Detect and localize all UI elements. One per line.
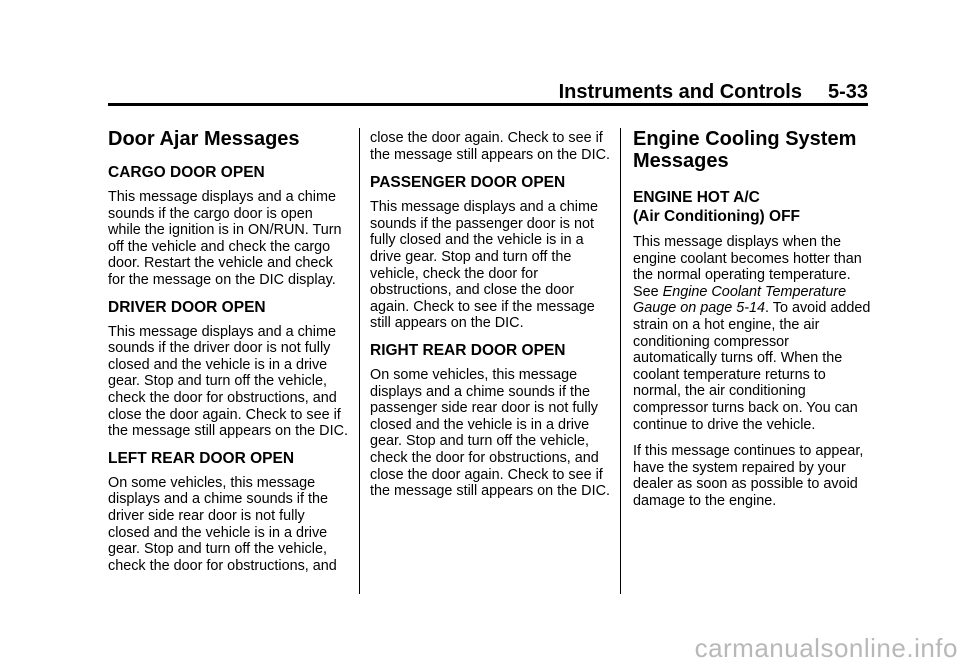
driver-door-text: This message displays and a chime sounds if the driver door is not fully closed and the vehicle is in a drive gear. Stop and turn off the vehicle, check the door for obstructions, and close the door again. Check to see if the message still appears on the DIC. [108, 323, 348, 440]
door-ajar-heading: Door Ajar Messages [108, 128, 300, 150]
header-section-title: Instruments and Controls [558, 81, 802, 103]
column-2 [370, 130, 610, 510]
engine-cooling-heading-line2: Messages [633, 150, 729, 172]
engine-hot-heading [633, 188, 873, 226]
passenger-door-heading: PASSENGER DOOR OPEN [370, 174, 566, 192]
driver-door-heading: DRIVER DOOR OPEN [108, 298, 266, 316]
page-header [108, 80, 868, 104]
watermark: carmanualsonline.info [694, 633, 958, 663]
engine-hot-text-before: This message displays when the engine coolant becomes hotter than the normal operating temperature. See [633, 234, 862, 300]
header-page-number: 5-33 [827, 81, 868, 103]
header-rule [108, 103, 868, 106]
left-rear-door-heading: LEFT REAR DOOR OPEN [108, 449, 295, 467]
engine-hot-text-after: . To avoid added strain on a hot engine, the air conditioning compressor automatically turns off. When the coolant temperature returns to normal, the air conditioning compressor turns back on. You can continue to drive the vehicle. [633, 300, 871, 433]
passenger-door-text: This message displays and a chime sounds if the passenger door is not fully closed and the vehicle is in a drive gear. Stop and turn off the vehicle, check the door for obstructions, and close the door again. Check to see if the message still appears on the DIC. [370, 199, 598, 332]
column-1 [108, 128, 348, 584]
right-rear-door-heading: RIGHT REAR DOOR OPEN [370, 341, 566, 359]
left-rear-door-text: On some vehicles, this message displays and a chime sounds if the driver side rear door is not fully closed and the vehicle is in a drive gear. Stop and turn off the vehicle, check the door for obstructions, and [108, 474, 337, 574]
cargo-door-text: This message displays and a chime sounds if the cargo door is open while the ignition is in ON/RUN. Turn off the vehicle and check the cargo door. Restart the vehicle and check for the message on the DIC display. [108, 189, 342, 288]
engine-hot-heading-line2: (Air Conditioning) OFF [633, 208, 801, 225]
left-rear-door-text-continued: close the door again. Check to see if the message still appears on the DIC. [370, 130, 610, 163]
column-divider-1 [359, 128, 360, 594]
column-divider-2 [620, 128, 621, 594]
engine-hot-text-2: If this message continues to appear, have the system repaired by your dealer as soon as possible to avoid damage to the engine. [633, 443, 864, 509]
engine-hot-text [633, 234, 873, 433]
coolant-gauge-reference-link[interactable]: Engine Coolant Temperature Gauge on page 5-14 [633, 283, 847, 317]
column-3 [633, 128, 873, 520]
engine-cooling-heading-line1: Engine Cooling System [633, 128, 857, 150]
engine-cooling-heading [633, 128, 873, 172]
right-rear-door-text: On some vehicles, this message displays and a chime sounds if the passenger side rear door is not fully closed and the vehicle is in a drive gear. Stop and turn off the vehicle, check the door for obstructions, and close the door again. Check to see if the message still appears on the DIC. [370, 366, 610, 500]
cargo-door-heading: CARGO DOOR OPEN [108, 164, 265, 181]
engine-hot-heading-line1: ENGINE HOT A/C [633, 189, 760, 206]
